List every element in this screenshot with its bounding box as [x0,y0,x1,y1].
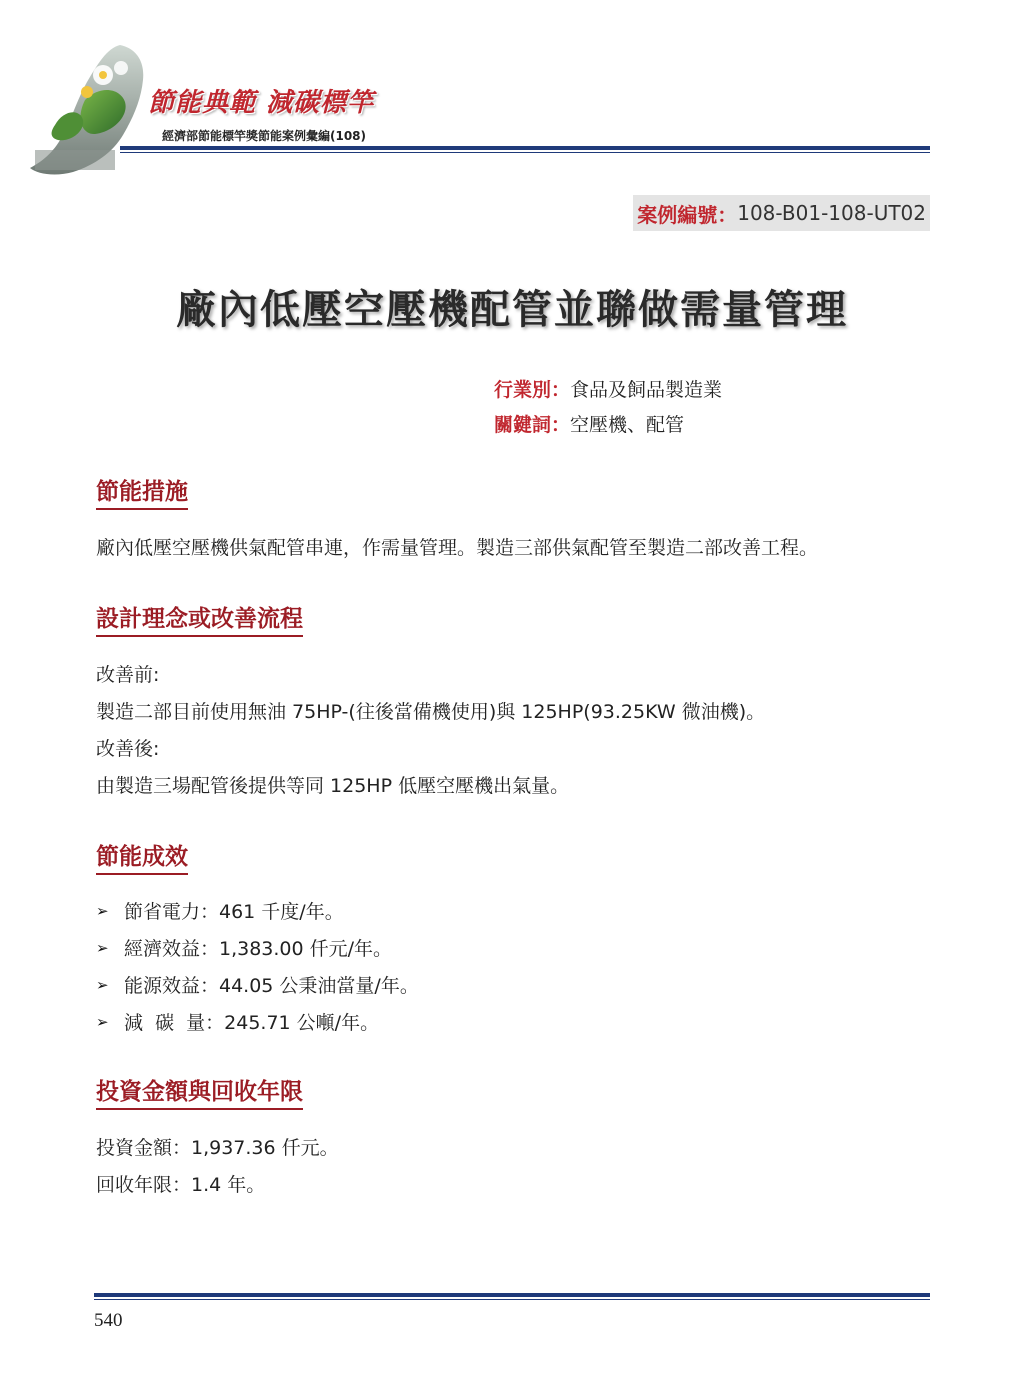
results-item [96,971,419,998]
arrow-right-icon: ➢ [96,938,109,957]
brand-subtitle: 經濟部節能標竿獎節能案例彙編(108) [162,129,367,143]
arrow-right-icon: ➢ [96,975,109,994]
industry-line [494,375,722,402]
section-heading-investment: 投資金額與回收年限 [96,1073,303,1110]
design-line: 改善前: [96,664,160,686]
arrow-right-icon: ➢ [96,1012,109,1031]
industry-label: 行業別： [494,379,571,401]
results-item-text: 能源效益：44.05 公秉油當量/年。 [124,975,419,997]
measures-text: 廠內低壓空壓機供氣配管串連，作需量管理。製造三部供氣配管至製造二部改善工程。 [96,537,819,559]
footer-rule [94,1293,930,1297]
results-item [96,897,344,924]
design-line: 改善後: [96,738,160,760]
section-heading-design: 設計理念或改善流程 [96,600,303,637]
section-heading-results: 節能成效 [96,838,188,875]
header-rule [120,146,930,150]
case-number-value: 108-B01-108-UT02 [737,201,926,225]
page-number: 540 [94,1310,123,1331]
footer-rule-thin [94,1299,930,1300]
results-item-text: 減 碳 量：245.71 公噸/年。 [124,1012,380,1034]
brand-title: 節能典範 減碳標竿 [148,88,375,118]
industry-value: 食品及飼品製造業 [570,379,723,401]
keywords-label: 關鍵詞： [494,414,571,436]
investment-line: 回收年限：1.4 年。 [96,1174,266,1196]
section-heading-measures: 節能措施 [96,473,188,510]
investment-line: 投資金額：1,937.36 仟元。 [96,1137,339,1159]
design-line: 製造二部目前使用無油 75HP-(往後當備機使用)與 125HP(93.25KW 微油機)。 [96,701,766,723]
case-number [633,195,930,231]
results-item [96,934,392,961]
keywords-value: 空壓機、配管 [570,414,685,436]
results-item-text: 經濟效益：1,383.00 仟元/年。 [124,938,393,960]
keywords-line [494,410,684,437]
header-rule-thin [120,152,930,153]
case-number-label: 案例編號： [637,202,738,227]
results-item [96,1008,379,1035]
arrow-right-icon: ➢ [96,901,109,920]
page-title: 廠內低壓空壓機配管並聯做需量管理 [176,287,848,333]
results-item-text: 節省電力：461 千度/年。 [124,901,344,923]
design-line: 由製造三場配管後提供等同 125HP 低壓空壓機出氣量。 [96,775,570,797]
